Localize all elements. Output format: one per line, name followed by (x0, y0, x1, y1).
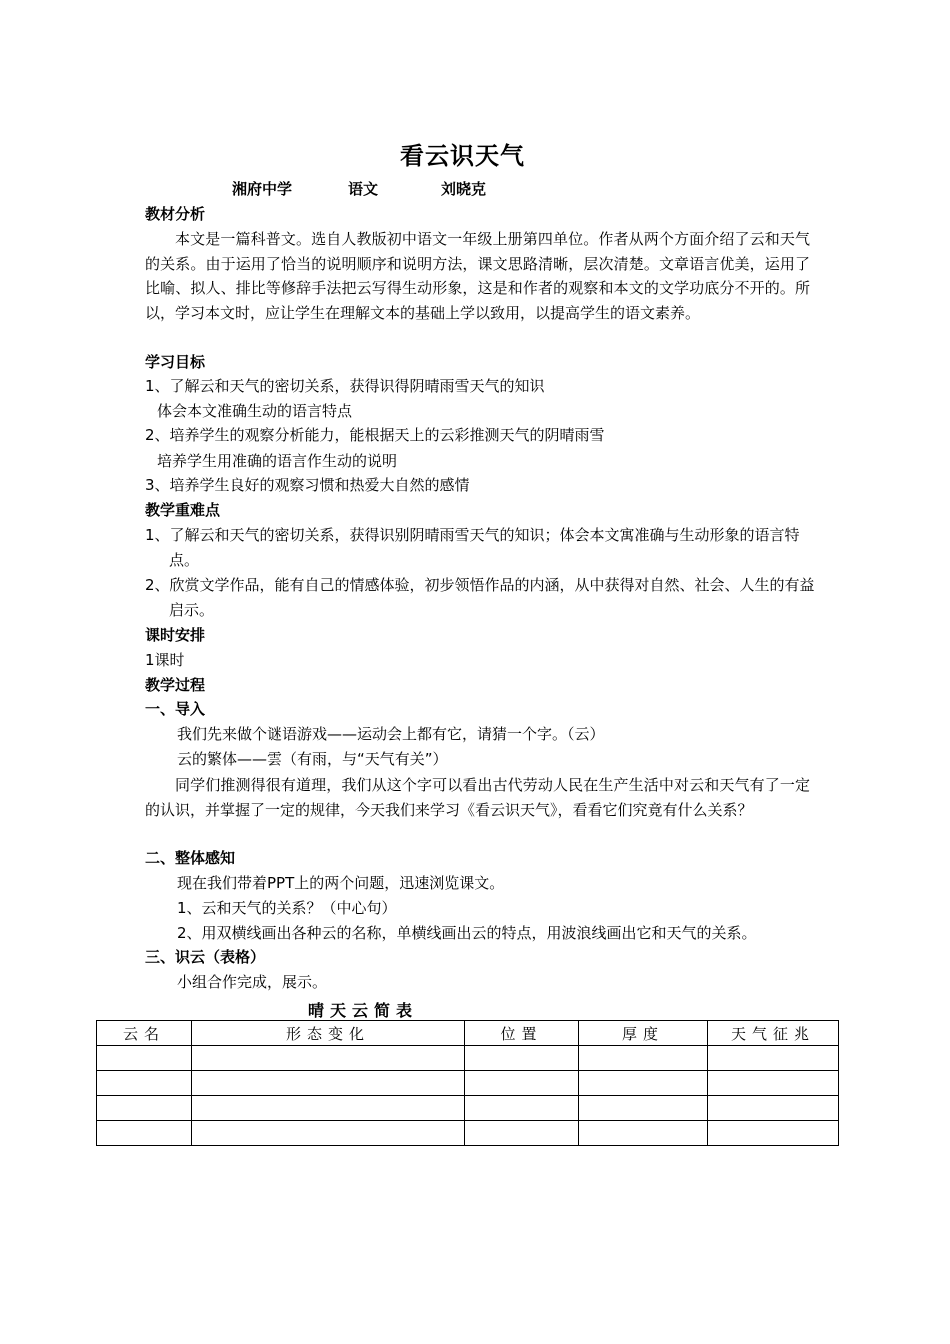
schedule-heading: 课时安排 (145, 626, 206, 644)
table-header-cell: 天气征兆 (708, 1021, 839, 1046)
table-row (97, 1096, 839, 1121)
objective-line: 2、培养学生的观察分析能力，能根据天上的云彩推测天气的阴晴雨雪 (145, 426, 605, 444)
table-cell[interactable] (465, 1121, 579, 1146)
clouds-heading: 三、识云（表格） (145, 948, 266, 966)
table-cell[interactable] (192, 1071, 465, 1096)
analysis-heading: 教材分析 (145, 205, 206, 223)
objective-line: 培养学生用准确的语言作生动的说明 (157, 452, 398, 470)
process-heading: 教学过程 (145, 676, 206, 694)
keypoint-item: 1、了解云和天气的密切关系，获得识别阴晴雨雪天气的知识；体会本文寓准确与生动形象的语言特点。 (145, 526, 800, 569)
overview-question: 1、云和天气的关系？（中心句） (177, 899, 397, 917)
overview-line: 现在我们带着PPT上的两个问题，迅速浏览课文。 (177, 874, 505, 892)
overview-question: 2、用双横线画出各种云的名称，单横线画出云的特点，用波浪线画出它和天气的关系。 (177, 924, 757, 942)
table-cell[interactable] (192, 1096, 465, 1121)
intro-line: 云的繁体——雲（有雨，与“天气有关”） (177, 750, 448, 768)
table-header-row (97, 1021, 839, 1046)
table-cell[interactable] (579, 1121, 708, 1146)
table-cell[interactable] (97, 1071, 192, 1096)
intro-paragraph: 同学们推测得很有道理，我们从这个字可以看出古代劳动人民在生产生活中对云和天气有了一定的认识，并掌握了一定的规律，今天我们来学习《看云识天气》，看看它们究竟有什么关系？ (145, 776, 810, 819)
objective-line: 体会本文准确生动的语言特点 (157, 402, 353, 420)
intro-line: 我们先来做个谜语游戏——运动会上都有它，请猜一个字。（云） (177, 725, 605, 743)
table-cell[interactable] (708, 1071, 839, 1096)
objectives-heading: 学习目标 (145, 353, 206, 371)
table-row (97, 1121, 839, 1146)
document-title: 看云识天气 (400, 142, 525, 170)
table-cell[interactable] (97, 1096, 192, 1121)
table-header-cell: 形态变化 (192, 1021, 465, 1046)
table-row (97, 1046, 839, 1071)
table-caption: 晴天云简表 (308, 1001, 419, 1020)
table-cell[interactable] (97, 1121, 192, 1146)
table-cell[interactable] (465, 1046, 579, 1071)
table-cell[interactable] (579, 1046, 708, 1071)
table-cell[interactable] (192, 1121, 465, 1146)
table-row (97, 1071, 839, 1096)
clouds-line: 小组合作完成，展示。 (177, 973, 328, 991)
analysis-body: 本文是一篇科普文。选自人教版初中语文一年级上册第四单位。作者从两个方面介绍了云和天气的关系。由于运用了恰当的说明顺序和说明方法，课文思路清晰，层次清楚。文章语言优美，运用了比喻、拟人、排比等修辞手法把云写得生动形象，这是和作者的观察和本文的文学功底分不开的。所以，学习本文时，应让学生在理解文本的基础上学以致用，以提高学生的语文素养。 (145, 230, 810, 323)
objective-line: 1、了解云和天气的密切关系，获得识得阴晴雨雪天气的知识 (145, 377, 545, 395)
table-cell[interactable] (192, 1046, 465, 1071)
overview-heading: 二、整体感知 (145, 849, 236, 867)
schedule-value: 1课时 (145, 651, 185, 669)
table-cell[interactable] (579, 1071, 708, 1096)
byline-school: 湘府中学 (232, 180, 293, 198)
table-cell[interactable] (708, 1096, 839, 1121)
table-cell[interactable] (465, 1096, 579, 1121)
byline-subject: 语文 (348, 180, 379, 198)
table-cell[interactable] (708, 1046, 839, 1071)
keypoints-heading: 教学重难点 (145, 501, 221, 519)
byline-author: 刘晓克 (441, 180, 487, 198)
table-cell[interactable] (579, 1096, 708, 1121)
table-header-cell: 厚度 (579, 1021, 708, 1046)
table-cell[interactable] (708, 1121, 839, 1146)
clear-weather-cloud-table (96, 1020, 839, 1146)
table-header-cell: 云名 (97, 1021, 192, 1046)
table-cell[interactable] (97, 1046, 192, 1071)
objective-line: 3、培养学生良好的观察习惯和热爱大自然的感情 (145, 476, 470, 494)
table-header-cell: 位置 (465, 1021, 579, 1046)
intro-heading: 一、导入 (145, 700, 206, 718)
table-cell[interactable] (465, 1071, 579, 1096)
keypoint-item: 2、欣赏文学作品，能有自己的情感体验，初步领悟作品的内涵，从中获得对自然、社会、人生的有益启示。 (145, 576, 815, 619)
